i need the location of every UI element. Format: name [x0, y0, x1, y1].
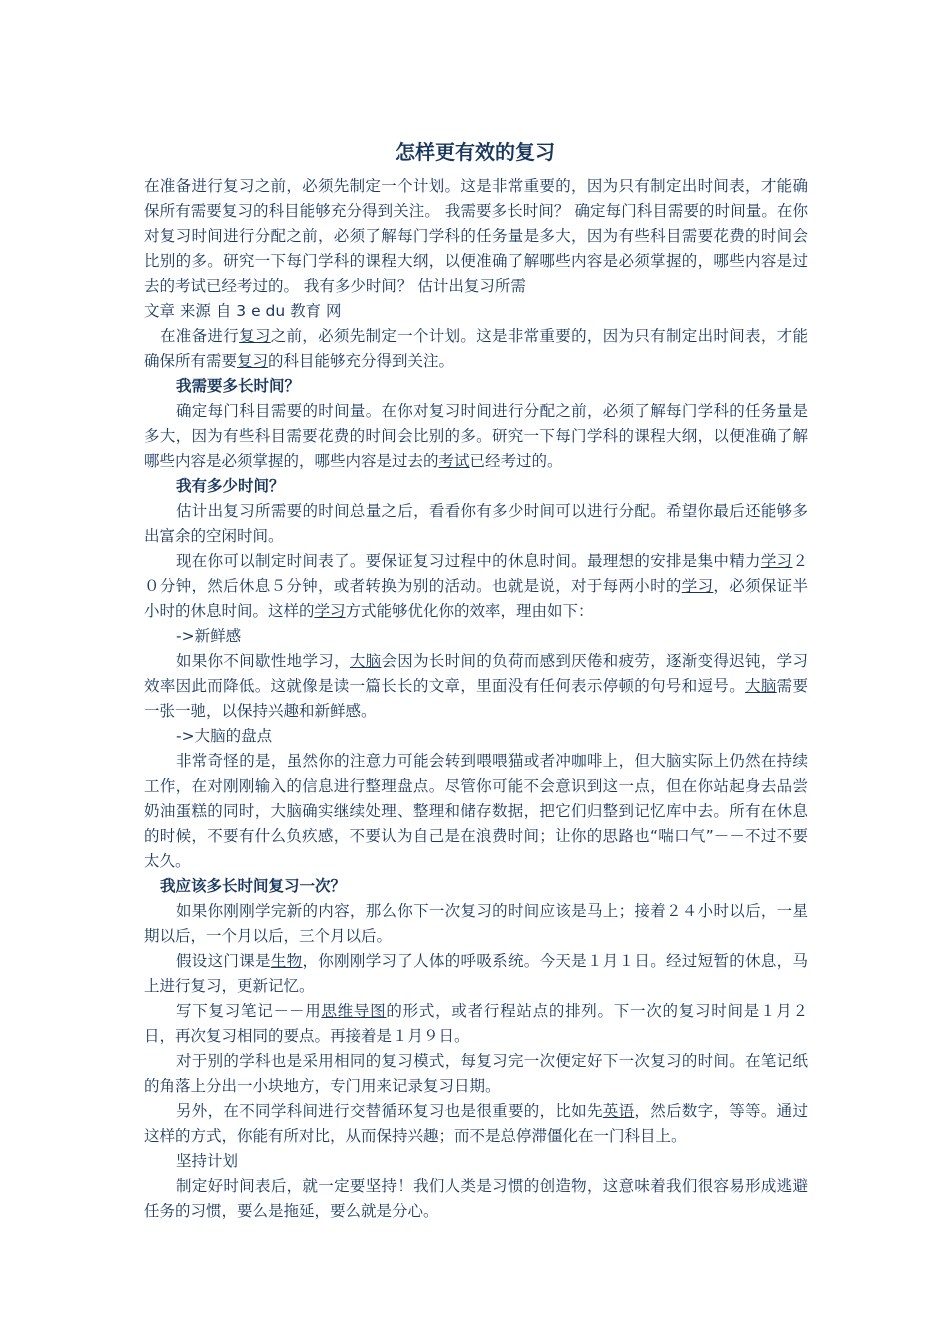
summary-paragraph: 在准备进行复习之前，必须先制定一个计划。这是非常重要的，因为只有制定出时间表，才能确保所有需要复习的科目能够充分得到关注。 我需要多长时间？ 确定每门科目需要的时间量。在你对复习时间进行分配之前，必须了解每门学科的任务量是多大，因为有些科目需要花费的时间会比别的多。研究一下每门学科的课程大纲，以便准确了解哪些内容是必须掌握的，哪些内容是过去的考试已经考过的。 我有多少时间？ 估计出复习所需 [144, 177, 808, 295]
text: 之前，必须先制定一个计划。这是非常重要的，因为只有制定出时间表，才能确保所有需要 [144, 327, 808, 370]
text: 确定每门科目需要的时间量。在你对复习时间进行分配之前，必须了解每门学科的任务量是多大，因为有些科目需要花费的时间会比别的多。研究一下每门学科的课程大纲，以便准确了解哪些内容是必须掌握的，哪些内容是过去的 [144, 402, 808, 470]
text: 写下复习笔记－－用 [176, 1002, 322, 1020]
text: 方式能够优化你的效率，理由如下： [345, 602, 594, 620]
paragraph-2 [144, 399, 808, 474]
subheading-stick-to-plan: 坚持计划 [176, 1152, 239, 1170]
source-line: 文章 来源 自 3 e du 教育 网 [144, 302, 342, 320]
link-xuexi[interactable]: 学习 [760, 552, 793, 570]
paragraph-1 [144, 324, 808, 374]
text: 假设这门课是 [176, 952, 271, 970]
text: 的科目能够充分得到关注。 [268, 352, 455, 370]
heading-how-much-time: 我有多少时间？ [176, 477, 285, 495]
link-kaoshi[interactable]: 考试 [438, 452, 470, 470]
text: 在准备进行 [160, 327, 240, 345]
link-xuexi[interactable]: 学习 [314, 602, 346, 620]
text: ２０分钟，然后休息５分钟，或者转换为别的活动。也就是说，对于每两小时的 [144, 552, 808, 595]
paragraph-5 [144, 649, 808, 724]
link-danao[interactable]: 大脑 [745, 677, 777, 695]
text: 会因为长时间的负荷而感到厌倦和疲劳，逐渐变得迟钝，学习效率因此而降低。这就像是读一篇长长的文章，里面没有任何表示停顿的句号和逗号。 [144, 652, 808, 695]
paragraph-8 [144, 949, 808, 999]
text: 需要一张一驰，以保持兴趣和新鲜感。 [144, 677, 808, 720]
subheading-freshness: ->新鲜感 [176, 627, 242, 645]
subheading-brain-inventory: ->大脑的盘点 [176, 727, 273, 745]
link-fuxi[interactable]: 复习 [237, 352, 269, 370]
link-danao[interactable]: 大脑 [349, 652, 382, 670]
paragraph-7: 如果你刚刚学完新的内容，那么你下一次复习的时间应该是马上；接着２４小时以后，一星期以后，一个月以后，三个月以后。 [144, 902, 808, 945]
paragraph-3: 估计出复习所需要的时间总量之后，看看你有多少时间可以进行分配。希望你最后还能够多出富余的空闲时间。 [144, 502, 808, 545]
link-mindmap[interactable]: 思维导图 [321, 1002, 387, 1020]
text: ，必须保证半小时的休息时间。这样的 [144, 577, 808, 620]
text: ，你刚刚学习了人体的呼吸系统。今天是１月１日。经过短暂的休息，马上进行复习，更新记忆。 [144, 952, 808, 995]
text: 已经考过的。 [469, 452, 563, 470]
link-fuxi[interactable]: 复习 [239, 327, 271, 345]
paragraph-4 [144, 549, 808, 624]
text: 现在你可以制定时间表了。要保证复习过程中的休息时间。最理想的安排是集中精力 [176, 552, 761, 570]
link-shengwu[interactable]: 生物 [270, 952, 303, 970]
text: 如果你不间歇性地学习， [176, 652, 350, 670]
link-yingyu[interactable]: 英语 [602, 1102, 635, 1120]
paragraph-6: 非常奇怪的是，虽然你的注意力可能会转到喂喂猫或者冲咖啡上，但大脑实际上仍然在持续工作，在对刚刚输入的信息进行整理盘点。尽管你可能不会意识到这一点，但在你站起身去品尝奶油蛋糕的同时，大脑确实继续处理、整理和储存数据，把它们归整到记忆库中去。所有在休息的时候，不要有什么负疚感，不要认为自己是在浪费时间；让你的思路也“喘口气”－－不过不要太久。 [144, 752, 808, 870]
heading-how-often: 我应该多长时间复习一次？ [160, 877, 347, 895]
paragraph-9 [144, 999, 808, 1049]
text: 的形式，或者行程站点的排列。下一次的复习时间是１月２日，再次复习相同的要点。再接着是１月９日。 [144, 1002, 808, 1045]
text: 另外，在不同学科间进行交替循环复习也是很重要的，比如先 [176, 1102, 603, 1120]
link-xuexi[interactable]: 学习 [681, 577, 714, 595]
paragraph-10: 对于别的学科也是采用相同的复习模式，每复习完一次便定好下一次复习的时间。在笔记纸的角落上分出一小块地方，专门用来记录复习日期。 [144, 1052, 808, 1095]
page-title: 怎样更有效的复习 [395, 140, 555, 164]
text: ，然后数字，等等。通过这样的方式，你能有所对比，从而保持兴趣；而不是总停滞僵化在一门科目上。 [144, 1102, 808, 1145]
paragraph-11 [144, 1099, 808, 1149]
heading-how-long: 我需要多长时间？ [176, 377, 301, 395]
article-body [144, 174, 808, 1224]
paragraph-12: 制定好时间表后，就一定要坚持！我们人类是习惯的创造物，这意味着我们很容易形成逃避任务的习惯，要么是拖延，要么就是分心。 [144, 1177, 808, 1220]
